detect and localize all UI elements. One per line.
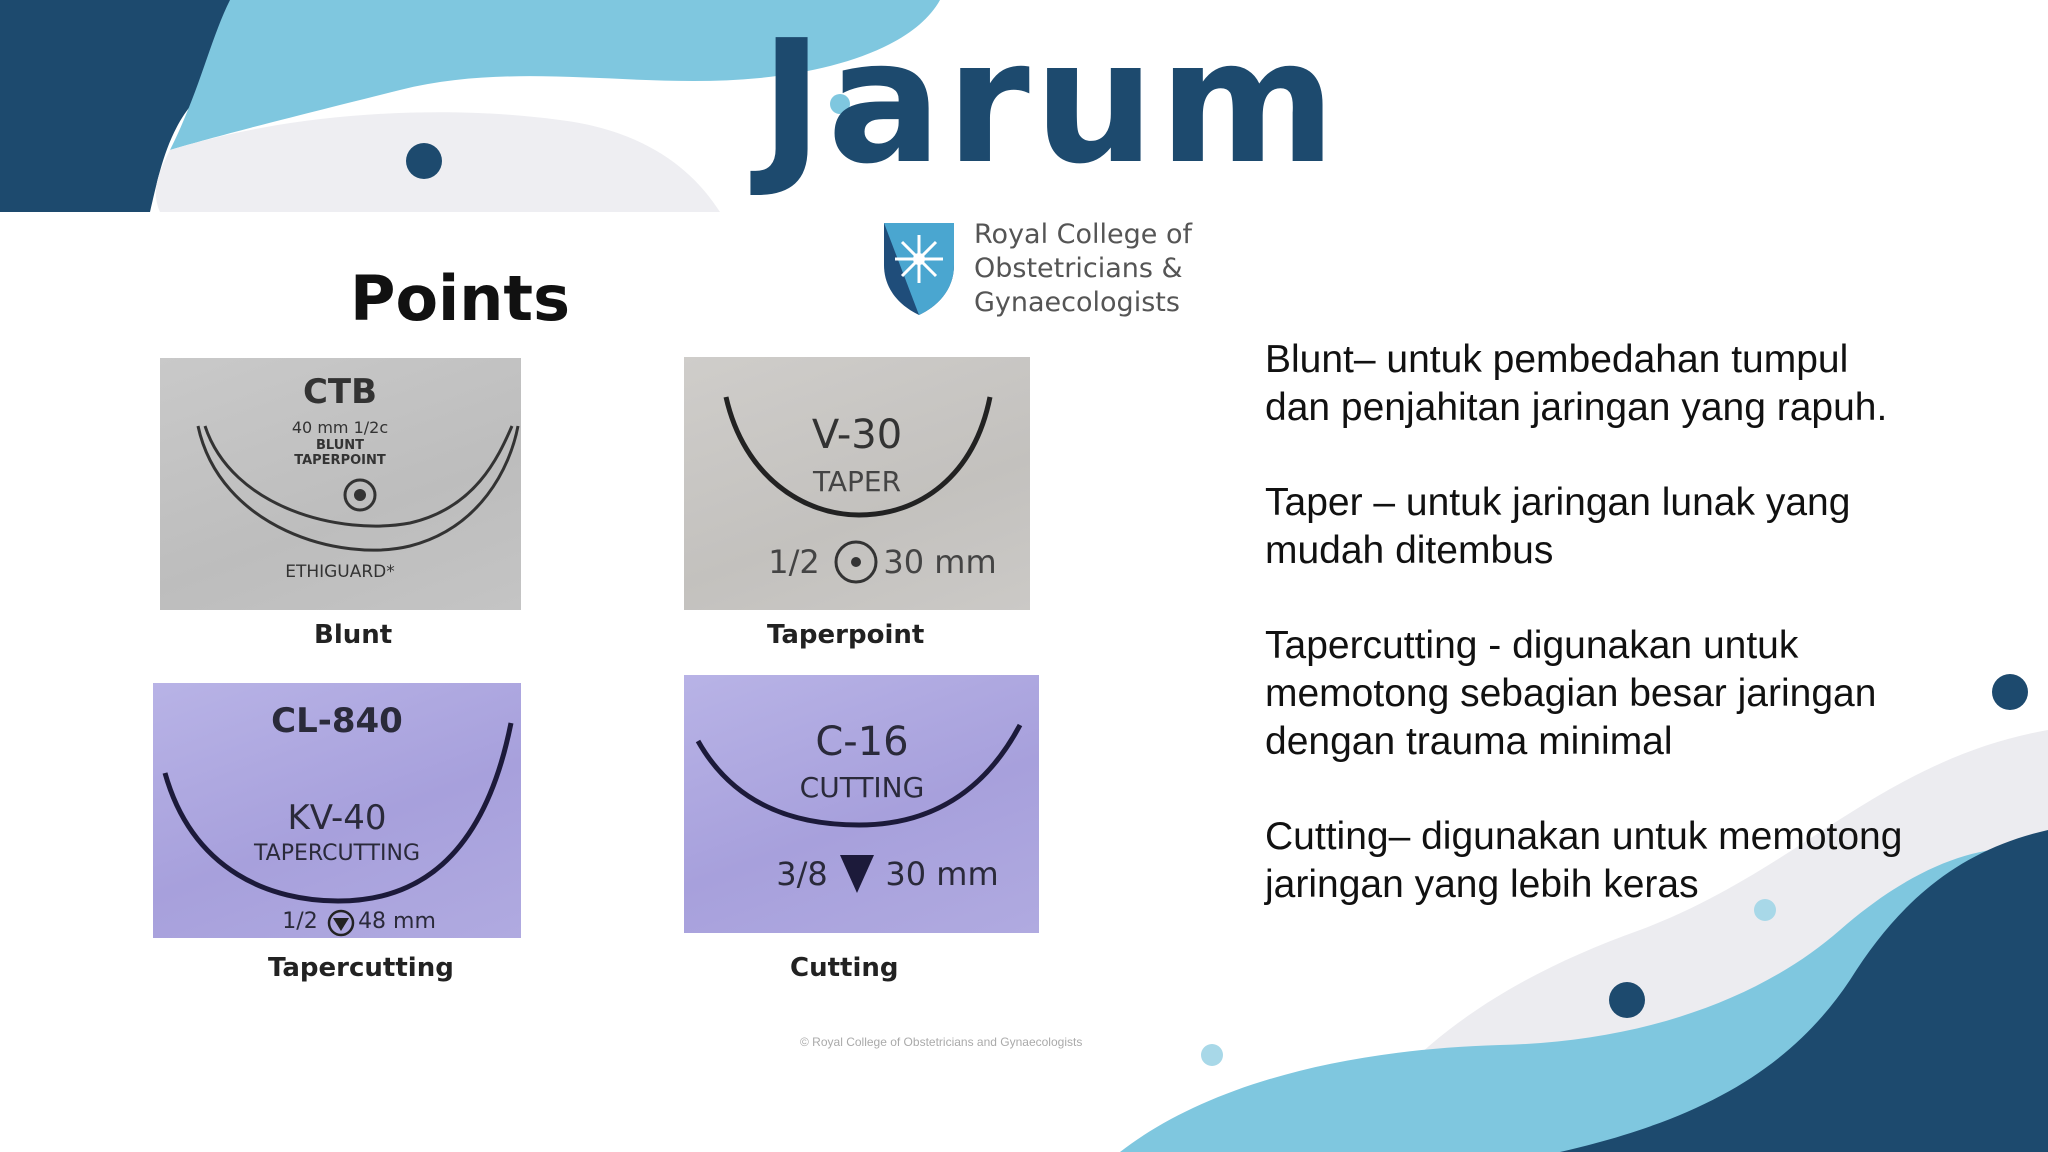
needle-card-cutting xyxy=(684,675,1039,933)
needle-caption: Taperpoint xyxy=(767,620,925,650)
description-line: Blunt– untuk pembedahan tumpul xyxy=(1265,338,1849,381)
needle-spec: TAPERPOINT xyxy=(294,453,386,468)
needle-code: C-16 xyxy=(815,719,909,765)
rcog-name xyxy=(974,218,1192,320)
rcog-name-line: Gynaecologists xyxy=(974,287,1180,318)
needle-length: 30 mm xyxy=(883,543,997,581)
cutting-triangle-icon xyxy=(840,855,874,893)
needle-type: CUTTING xyxy=(799,771,925,804)
needle-curve-label: 3/8 xyxy=(776,855,828,893)
needle-card-tapercutting xyxy=(153,683,521,938)
needle-spec: BLUNT xyxy=(315,438,365,453)
needle-caption: Cutting xyxy=(790,953,899,983)
needle-code: CL-840 xyxy=(271,701,403,741)
needle-length: 30 mm xyxy=(885,855,999,893)
needle-caption: Tapercutting xyxy=(268,953,454,983)
needle-caption: Blunt xyxy=(314,620,393,650)
description-line: mudah ditembus xyxy=(1265,529,1554,572)
description-line: Tapercutting - digunakan untuk xyxy=(1265,624,1799,667)
description-line: jaringan yang lebih keras xyxy=(1265,863,1699,906)
description-line: dengan trauma minimal xyxy=(1265,720,1673,763)
slide-title: Jarum xyxy=(760,4,1340,202)
needle-curve-label: 1/2 xyxy=(768,543,820,581)
description-line: memotong sebagian besar jaringan xyxy=(1265,672,1877,715)
needle-length: 48 mm xyxy=(358,909,436,934)
needle-code: CTB xyxy=(302,372,378,412)
description-blunt xyxy=(1265,336,1965,432)
needle-curve-label: 1/2 xyxy=(282,909,318,934)
dot-top-left xyxy=(406,143,442,179)
dot-bottom-dark xyxy=(1609,982,1645,1018)
rcog-name-line: Royal College of xyxy=(974,219,1193,250)
description-cutting xyxy=(1265,813,1965,909)
dot-right xyxy=(1992,674,2028,710)
needle-type: TAPERCUTTING xyxy=(253,841,421,866)
needle-code-secondary: KV-40 xyxy=(287,798,387,838)
dot-bottom-light xyxy=(1201,1044,1223,1066)
figure-heading: Points xyxy=(350,262,570,335)
description-line: dan penjahitan jaringan yang rapuh. xyxy=(1265,386,1888,429)
figure-footnote: © Royal College of Obstetricians and Gynaecologists xyxy=(800,1035,1083,1049)
needle-type: TAPER xyxy=(812,465,902,498)
description-tapercutting xyxy=(1265,622,1965,766)
description-list xyxy=(1265,336,1965,956)
rcog-name-line: Obstetricians & xyxy=(974,253,1183,284)
needle-card-blunt xyxy=(160,358,521,610)
needle-code: V-30 xyxy=(811,412,903,458)
description-taper xyxy=(1265,479,1965,575)
rcog-logo xyxy=(880,218,1192,320)
rcog-crest-icon xyxy=(880,219,958,319)
needle-curve xyxy=(684,675,1039,933)
description-line: Taper – untuk jaringan lunak yang xyxy=(1265,481,1851,524)
needle-brand: ETHIGUARD* xyxy=(285,562,395,582)
needle-spec: 40 mm 1/2c xyxy=(291,418,389,437)
description-line: Cutting– digunakan untuk memotong xyxy=(1265,815,1903,858)
needle-card-taperpoint xyxy=(684,357,1030,610)
